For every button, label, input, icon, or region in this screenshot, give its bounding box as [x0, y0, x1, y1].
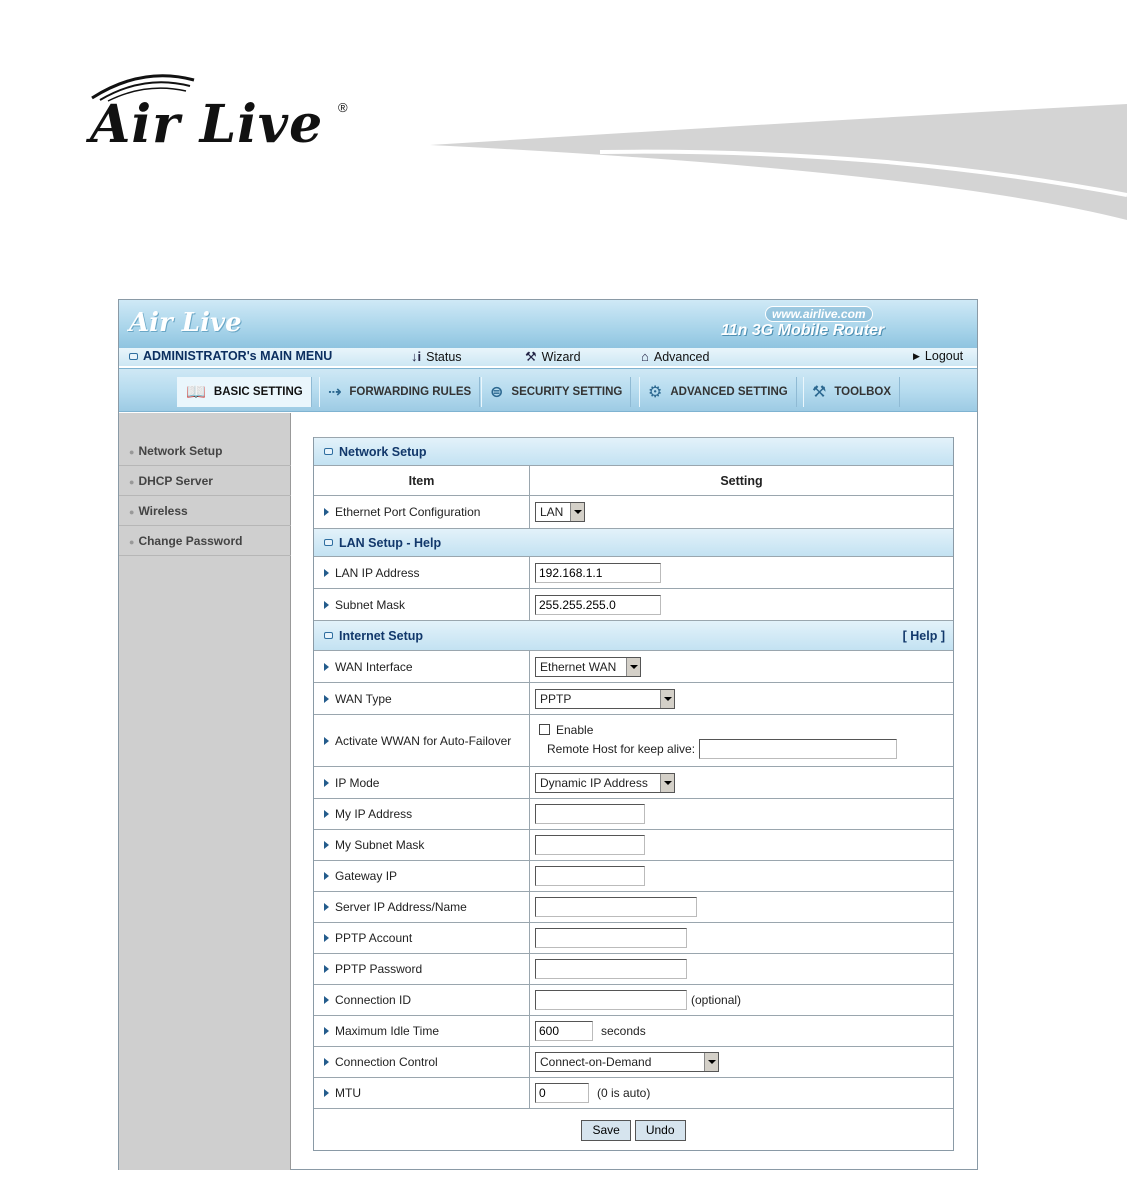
tab-security-setting[interactable]: [481, 377, 631, 407]
dropdown-arrow-icon: [570, 503, 584, 521]
arrow-icon: [324, 934, 329, 942]
remote-host-input[interactable]: [699, 739, 897, 759]
my-ip-input[interactable]: [535, 804, 645, 824]
banner-url: www.airlive.com: [765, 306, 873, 322]
row-label: Subnet Mask: [335, 597, 406, 612]
row-label: Maximum Idle Time: [335, 1024, 440, 1038]
arrow-icon: [324, 1058, 329, 1066]
square-bullet-icon: [324, 539, 333, 546]
optional-note: (optional): [691, 993, 742, 1007]
dropdown-arrow-icon: [626, 658, 640, 676]
sidebar-item-wireless[interactable]: [119, 496, 291, 526]
row-label: MTU: [335, 1086, 361, 1100]
table-row: [314, 829, 953, 860]
banner-logo: Air Live: [129, 308, 242, 338]
section-internet-setup: [314, 620, 953, 650]
section-title: Network Setup: [339, 444, 427, 459]
server-ip-input[interactable]: [535, 897, 697, 917]
sidebar-item-dhcp-server[interactable]: [119, 466, 291, 496]
tab-basic-setting-label: BASIC SETTING: [213, 386, 303, 398]
arrow-icon: [324, 1027, 329, 1035]
enable-label: Enable: [556, 722, 594, 737]
row-label: IP Mode: [335, 775, 380, 790]
tab-toolbox[interactable]: [803, 377, 900, 407]
toolbox-icon: ⚒: [812, 384, 827, 401]
dropdown-arrow-icon: [660, 690, 674, 708]
banner-product-name: 11n 3G Mobile Router: [721, 322, 885, 339]
row-label: Connection Control: [335, 1055, 438, 1069]
arrow-icon: [324, 508, 329, 516]
row-label: My Subnet Mask: [335, 838, 425, 852]
save-button[interactable]: Save: [581, 1120, 630, 1141]
lan-ip-input[interactable]: [535, 563, 661, 583]
row-label: WAN Type: [335, 691, 392, 706]
admin-main-menu-link[interactable]: [129, 349, 332, 363]
table-row: [314, 922, 953, 953]
table-row: [314, 984, 953, 1015]
table-row: [314, 766, 953, 798]
logout-link[interactable]: [913, 349, 963, 363]
forward-icon: ⇢: [328, 384, 342, 401]
table-row: [314, 588, 953, 620]
bullet-icon: ●: [129, 447, 135, 457]
row-label: LAN IP Address: [335, 565, 420, 580]
table-row: [314, 714, 953, 766]
sidebar-item-label: Network Setup: [138, 444, 223, 458]
remote-host-label: Remote Host for keep alive:: [547, 741, 696, 756]
arrow-icon: [324, 903, 329, 911]
sidebar-item-change-password[interactable]: [119, 526, 291, 556]
tab-forwarding-rules[interactable]: [319, 377, 480, 407]
row-label: PPTP Password: [335, 962, 423, 976]
table-row: [314, 1046, 953, 1077]
wan-interface-select[interactable]: Ethernet WAN: [535, 657, 641, 677]
column-header-item: Item: [314, 466, 530, 495]
table-row: [314, 1015, 953, 1046]
table-row: [314, 682, 953, 714]
column-header-setting: Setting: [720, 474, 763, 488]
arrow-icon: [324, 872, 329, 880]
book-icon: 📖: [186, 384, 206, 401]
advanced-label: Advanced: [653, 349, 710, 364]
arrow-icon: [324, 996, 329, 1004]
square-bullet-icon: [324, 632, 333, 639]
row-label: My IP Address: [335, 807, 413, 821]
router-banner: [119, 300, 977, 348]
advanced-link[interactable]: [641, 349, 709, 364]
logo-text: Air Live: [90, 94, 324, 155]
row-label: Gateway IP: [335, 869, 398, 883]
subnet-mask-input[interactable]: [535, 595, 661, 615]
advanced-icon: ⌂: [641, 349, 649, 364]
logo-registered-mark: ®: [338, 100, 348, 115]
section-title[interactable]: LAN Setup - Help: [339, 535, 442, 550]
airlive-logo: [76, 72, 366, 162]
sidebar: [119, 413, 291, 1170]
section-network-setup: [314, 437, 953, 465]
section-title: Internet Setup: [339, 628, 424, 643]
arrow-icon: [324, 695, 329, 703]
status-link[interactable]: [411, 349, 462, 364]
section-lan-setup: [314, 528, 953, 556]
arrow-icon: [324, 810, 329, 818]
main-menu-bar: [119, 348, 977, 366]
arrow-icon: [324, 1089, 329, 1097]
security-icon: ⊜: [490, 384, 504, 401]
row-label: Server IP Address/Name: [335, 900, 467, 914]
pptp-account-input[interactable]: [535, 928, 687, 948]
logout-label: Logout: [924, 349, 964, 363]
row-label: Activate WWAN for Auto-Failover: [335, 733, 512, 748]
arrow-icon: [324, 663, 329, 671]
connection-control-select[interactable]: Connect-on-Demand: [535, 1052, 719, 1072]
status-label: Status: [426, 349, 462, 364]
bullet-icon: ●: [129, 477, 135, 487]
admin-menu-label: ADMINISTRATOR's MAIN MENU: [143, 349, 333, 363]
square-bullet-icon: [324, 448, 333, 455]
dropdown-arrow-icon: [704, 1053, 718, 1071]
bullet-icon: ●: [129, 537, 135, 547]
advanced-setting-icon: ⚙: [648, 384, 663, 401]
wizard-link[interactable]: [525, 349, 581, 365]
table-row: [314, 891, 953, 922]
arrow-icon: [324, 737, 329, 745]
row-label: Connection ID: [335, 993, 412, 1007]
row-label: PPTP Account: [335, 931, 413, 945]
sidebar-item-network-setup[interactable]: [119, 436, 291, 466]
tab-security-setting-label: SECURITY SETTING: [511, 386, 623, 398]
undo-button[interactable]: Undo: [635, 1120, 686, 1141]
arrow-icon: [324, 841, 329, 849]
pptp-password-input[interactable]: [535, 959, 687, 979]
table-header: [314, 465, 953, 495]
settings-tab-bar: [119, 368, 977, 412]
ip-mode-select[interactable]: Dynamic IP Address: [535, 773, 675, 793]
arrow-icon: [324, 965, 329, 973]
arrow-icon: [324, 569, 329, 577]
mtu-input[interactable]: [535, 1083, 589, 1103]
mtu-note: (0 is auto): [597, 1086, 651, 1100]
table-row: [314, 650, 953, 682]
wizard-label: Wizard: [541, 350, 581, 364]
ethernet-port-select[interactable]: LAN: [535, 502, 585, 522]
table-row: [314, 1077, 953, 1108]
square-bullet-icon: [129, 353, 138, 360]
sidebar-item-label: DHCP Server: [138, 474, 213, 488]
row-label: WAN Interface: [335, 659, 413, 674]
tab-advanced-setting-label: ADVANCED SETTING: [670, 386, 788, 398]
row-label: Ethernet Port Configuration: [335, 505, 481, 519]
table-row: [314, 860, 953, 891]
my-subnet-mask-input[interactable]: [535, 835, 645, 855]
header-stripe-graphic: [430, 100, 1127, 220]
connection-id-input[interactable]: [535, 990, 687, 1010]
arrow-icon: [324, 601, 329, 609]
router-ui-frame: [118, 299, 978, 1170]
seconds-unit: seconds: [601, 1024, 646, 1038]
sidebar-item-label: Wireless: [138, 504, 188, 518]
arrow-right-icon: ▶: [913, 350, 920, 361]
table-row: [314, 556, 953, 588]
tab-toolbox-label: TOOLBOX: [834, 386, 891, 398]
tab-forwarding-rules-label: FORWARDING RULES: [349, 386, 472, 398]
bullet-icon: ●: [129, 507, 135, 517]
tab-basic-setting[interactable]: [177, 377, 312, 407]
max-idle-time-input[interactable]: [535, 1021, 593, 1041]
help-link[interactable]: [ Help ]: [902, 628, 945, 643]
wwan-enable-checkbox[interactable]: [539, 724, 550, 735]
info-icon: ↓i: [411, 349, 422, 364]
button-row: [314, 1108, 953, 1151]
table-row: [314, 953, 953, 984]
settings-table: [313, 437, 954, 1151]
gateway-ip-input[interactable]: [535, 866, 645, 886]
dropdown-arrow-icon: [660, 774, 674, 792]
sidebar-item-label: Change Password: [138, 534, 243, 548]
wizard-icon: ⚒: [525, 349, 537, 364]
wan-type-select[interactable]: PPTP: [535, 689, 675, 709]
table-row: [314, 798, 953, 829]
tab-advanced-setting[interactable]: [639, 377, 797, 407]
table-row: [314, 495, 953, 528]
arrow-icon: [324, 779, 329, 787]
